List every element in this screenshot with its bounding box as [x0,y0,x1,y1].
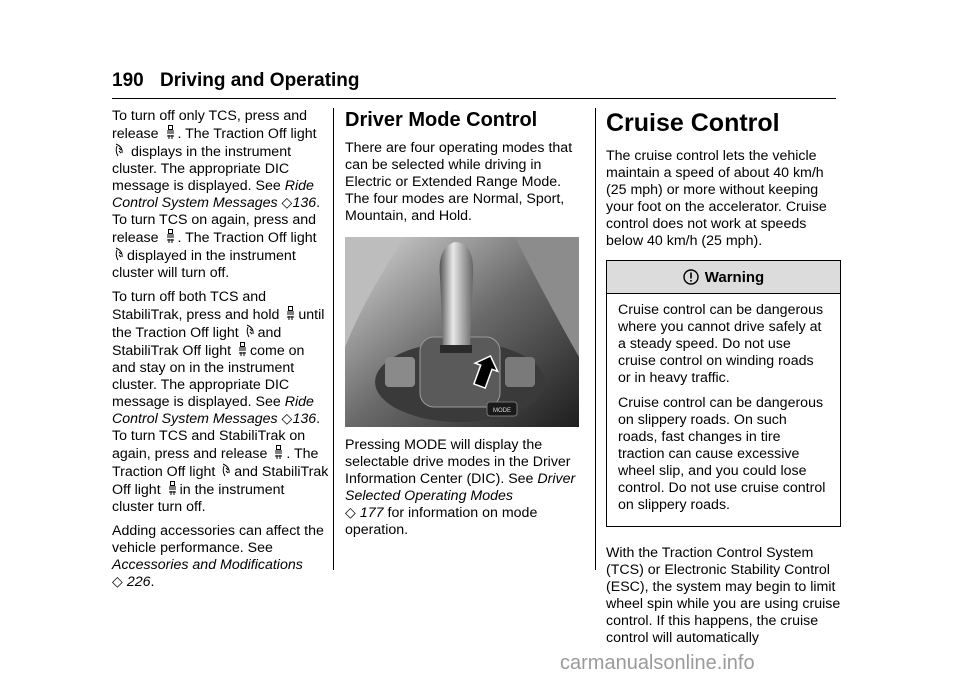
warning-text: Cruise control can be dangerous where you cannot drive safely at a steady speed. Do not use cruise control on winding roads or in heavy traffic. [618,302,824,386]
ref-symbol: ◇ [281,411,293,427]
traction-control-button-icon [165,229,176,244]
page-ref[interactable]: 226 [126,574,151,590]
warning-title: Warning [704,268,765,286]
mode-button-photo [345,237,579,427]
ref-symbol: ◇ [281,195,293,211]
traction-off-light-icon [221,463,232,478]
gear-shifter-illustration [345,237,579,427]
heading-driver-mode: Driver Mode Control [345,109,538,131]
paragraph-accessories: Adding accessories can affect the vehicle performance. See Accessories and Modifications ◇ 226. [112,523,324,590]
traction-off-light-icon [114,247,125,262]
warning-header [607,261,840,294]
paragraph-tcs-stabilitrak-off: To turn off both TCS and StabiliTrak, press and hold until the Traction Off light and StabiliTrak Off light come on and stay on in the instrument cluster. The appropriate DIC message is displayed. See Ride Control System Messages ◇136. To turn TCS and StabiliTrak on again, press and release . The Traction Off light and StabiliTrak Off light in the instrument cluster turn off. [112,289,329,515]
traction-control-button-icon [273,445,284,460]
traction-control-button-icon [285,306,296,321]
page-ref[interactable]: 136 [292,195,317,211]
paragraph-pressing-mode: Pressing MODE will display the selectable drive modes in the Driver Information Center (DIC). See Driver Selected Operating Modes ◇ 177 for information on mode operation. [345,437,576,538]
page-ref[interactable]: 136 [292,411,317,427]
page-header [112,70,836,100]
warning-icon [683,269,699,285]
heading-cruise-control: Cruise Control [606,109,780,137]
stabilitrak-off-light-icon [237,342,248,357]
paragraph-modes: There are four operating modes that can be selected while driving in Electric or Extended Range Mode. The four modes are Normal, Sport, Mountain, and Hold. [345,140,573,224]
traction-control-button-icon [165,125,176,140]
link-accessories[interactable]: Accessories and Modifications [112,557,303,573]
paragraph-tcs-esc: With the Traction Control System (TCS) or Electronic Stability Control (ESC), the system may begin to limit wheel spin while you are using cruise control. If this happens, the cruise control will automatically [606,545,841,646]
column-divider [333,108,334,570]
column-divider [595,108,596,570]
column-middle [345,108,581,546]
traction-off-light-icon [245,324,256,339]
paragraph-cruise-intro: The cruise control lets the vehicle maintain a speed of about 40 km/h (25 mph) or more without keeping your foot on the accelerator. Cruise control does not work at speeds below 40 km/h (25 mph). [606,148,827,249]
link-ride-control[interactable]: Ride Control System Messages [112,394,314,427]
warning-text: Cruise control can be dangerous on slippery roads. On such roads, fast changes in tire traction can cause excessive wheel slip, and you could lose control. Do not use cruise control on slippery roads. [618,395,826,513]
watermark: carmanualsonline.info [560,652,755,674]
page-number: 190 [112,70,144,91]
column-left [112,108,330,598]
mode-button-label: MODE [493,408,511,414]
page-ref[interactable]: 177 [359,505,384,521]
link-driver-modes[interactable]: Driver Selected Operating Modes [345,471,576,504]
ref-symbol: ◇ [112,574,123,590]
paragraph-tcs-off: To turn off only TCS, press and release . The Traction Off light displays in the instrument cluster. The appropriate DIC message is displayed. See Ride Control System Messages ◇136. To turn TCS on again, press and release . The Traction Off light displayed in the instrument cluster will turn off. [112,108,321,281]
column-right [606,108,841,654]
traction-off-light-icon [114,143,125,158]
header-rule [112,98,836,99]
link-ride-control[interactable]: Ride Control System Messages [112,178,314,211]
warning-box [606,260,841,527]
ref-symbol: ◇ [345,505,356,521]
section-title: Driving and Operating [160,70,360,91]
stabilitrak-off-light-icon [167,481,178,496]
